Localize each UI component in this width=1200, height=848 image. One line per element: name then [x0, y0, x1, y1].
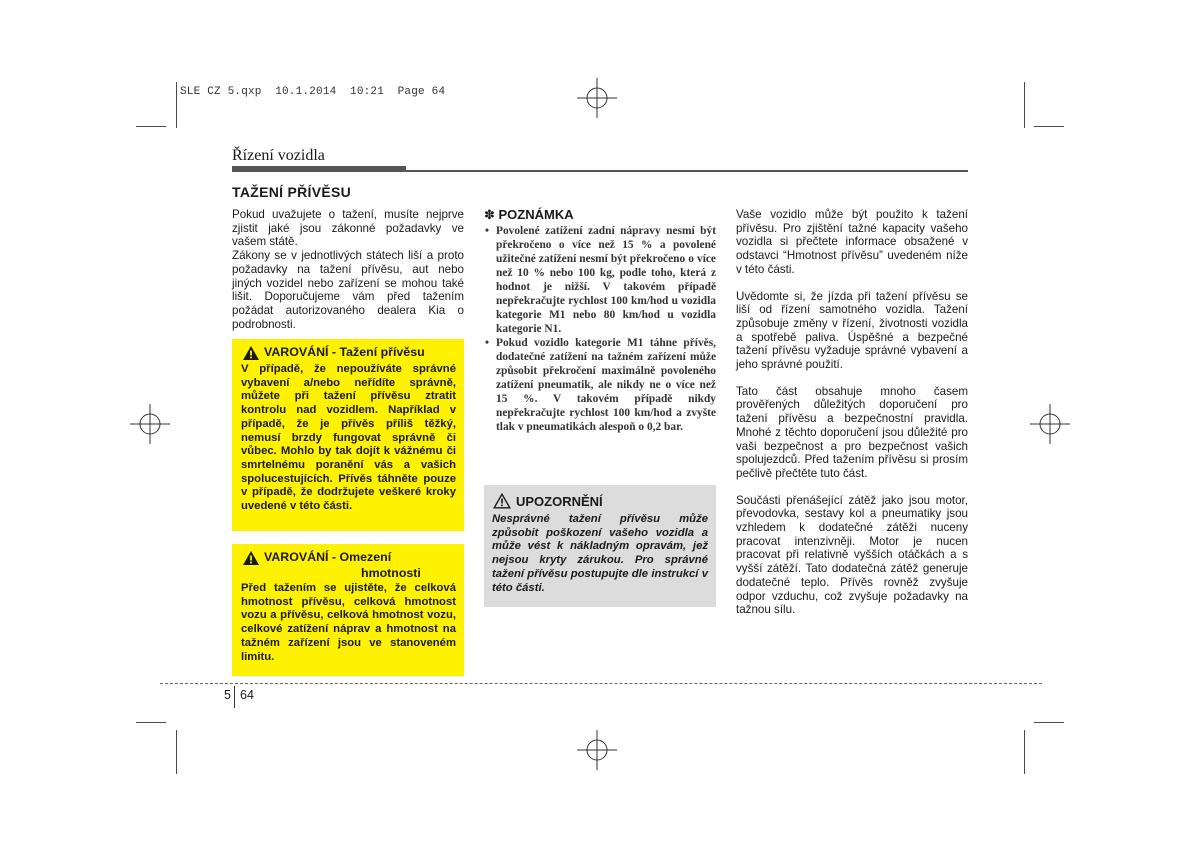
page-separator	[234, 686, 235, 708]
warning-box-weight	[232, 544, 464, 676]
right-paragraph: Součásti přenášející zátěž jako jsou motor, převodovka, sestavy kol a pneumatiky jsou vzhledem k dodatečné zátěži nuceny pracovat intenzivněji. Motor je nucen pracovat při relativně vyšších otáčkách a s vyšší zátěží. Tato dodatečná zátěž generuje dodatečné teplo. Přívěs rovněž zvyšuje odpor vzduchu, což zvyšuje požadavky na tažnou sílu.	[736, 493, 968, 617]
header-rule	[406, 170, 968, 172]
chapter-number: 5	[224, 688, 231, 702]
crop-mark	[1034, 722, 1064, 723]
crop-mark	[136, 126, 166, 127]
warning-subject: - Omezení	[328, 550, 392, 564]
caution-box	[484, 485, 716, 607]
header-bar	[232, 166, 406, 172]
right-paragraph: Uvědomte si, že jízda při tažení přívěsu se liší od řízení samotného vozidla. Tažení způsobuje změny v řízení, životnosti vozidla a spotřebě paliva. Úspěšné a bezpečné tažení přívěsu vyžaduje správné vybavení a jeho správné použití.	[736, 289, 968, 372]
caution-heading	[492, 493, 708, 509]
crop-mark	[136, 722, 166, 723]
registration-mark-icon	[577, 78, 617, 118]
crop-mark	[176, 730, 177, 774]
caution-triangle-icon	[493, 493, 511, 509]
crop-mark	[1024, 82, 1025, 128]
warning-triangle-icon	[242, 345, 260, 361]
right-paragraph: Tato část obsahuje mnoho časem prověřených důležitých doporučení pro tažení přívěsu a bezpečnostní pravidla. Mnohé z těchto doporučení jsou důležité pro vaši bezpečnost a pro bezpečnost vašich spolujezdců. Před tažením přívěsu si prosím pečlivě přečtěte tuto část.	[736, 384, 968, 480]
crop-mark	[1024, 730, 1025, 774]
caution-body: Nesprávné tažení přívěsu může způsobit poškození vašeho vozidla a může vést k nákladným opravám, jež nejsou kryty zárukou. Pro správné tažení přívěsu postupujte dle instrukcí v této části.	[492, 513, 708, 594]
warning-triangle-icon	[242, 550, 260, 566]
footer-rule	[160, 683, 1042, 684]
registration-mark-icon	[577, 730, 617, 770]
warning-label: VAROVÁNÍ	[264, 550, 329, 564]
page-number: 64	[240, 688, 254, 702]
warning-subject: - Tažení přívěsu	[328, 345, 425, 359]
registration-mark-icon	[130, 404, 170, 444]
warning-heading	[241, 550, 456, 566]
right-paragraph: Vaše vozidlo může být použito k tažení přívěsu. Pro zjištění tažné kapacity vašeho vozidla si přečtete informace obsažené v odstavci “Hmotnost přívěsu” uvedeném níže v této části.	[736, 208, 968, 276]
warning-heading	[241, 345, 456, 361]
warning-subject-cont: hmotnosti	[361, 566, 421, 580]
print-slug: SLE CZ 5.qxp 10.1.2014 10:21 Page 64	[180, 86, 446, 98]
intro-paragraph: Pokud uvažujete o tažení, musíte nejprve zjistit jaké jsou zákonné požadavky ve vašem státě.	[232, 208, 464, 249]
warning-box-towing	[232, 339, 464, 531]
note-title: ✽ POZNÁMKA	[484, 207, 574, 222]
warning-label: VAROVÁNÍ	[264, 345, 329, 359]
note-list	[484, 224, 716, 434]
crop-mark	[176, 82, 177, 128]
caution-title: UPOZORNĚNÍ	[516, 493, 603, 509]
right-text	[736, 208, 968, 617]
warning-body: Před tažením se ujistěte, že celková hmotnost přívěsu, celková hmotnost vozu a přívěsu, celková hmotnost vozu, celkové zatížení náprav a hmotnost na tažném zařízení jsou ve stanoveném limitu.	[241, 582, 456, 663]
note-item: • Povolené zatížení zadní nápravy nesmí být překročeno o více než 15 % a povolené užitečné zatížení nesmí být překročeno o více než 10 % nebo 100 kg, podle toho, která z hodnot je nižší. V takovém případě nepřekračujte rychlost 100 km/hod u vozidla kategorie M1 nebo 80 km/hod u vozidla kategorie N1.	[484, 224, 716, 336]
crop-mark	[1034, 126, 1064, 127]
section-title: Řízení vozidla	[232, 147, 325, 164]
note-item: • Pokud vozidlo kategorie M1 táhne přívěs, dodatečné zatížení na tažném zařízení může způsobit překročení maximálně povoleného zatížení pneumatik, ale nikdy ne o více než 15 %. V takovém případě nikdy nepřekračujte rychlost 100 km/hod a zvyšte tlak v pneumatikách alespoň o 0,2 bar.	[484, 336, 716, 434]
intro-paragraph: Zákony se v jednotlivých státech liší a proto požadavky na tažení přívěsu, aut nebo jiných vozidel nebo zařízení se mohou také lišit. Doporučujeme vám před tažením požádat autorizovaného dealera Kia o podrobnosti.	[232, 249, 464, 331]
warning-body: V případě, že nepoužíváte správné vybavení a/nebo neřídíte správně, můžete při tažení přívěsu ztratit kontrolu nad vozidlem. Například v případě, že je přívěs příliš těžký, nemusí brzdy fungovat správně či vůbec. Mohlo by tak dojít k vážnému či smrtelnému poranění vás a vašich spolucestujících. Přívěs táhněte pouze v případě, že dodržujete veškeré kroky uvedené v této části.	[241, 363, 456, 513]
intro-text	[232, 208, 464, 331]
page-heading: TAŽENÍ PŘÍVĚSU	[232, 184, 352, 200]
registration-mark-icon	[1030, 404, 1070, 444]
